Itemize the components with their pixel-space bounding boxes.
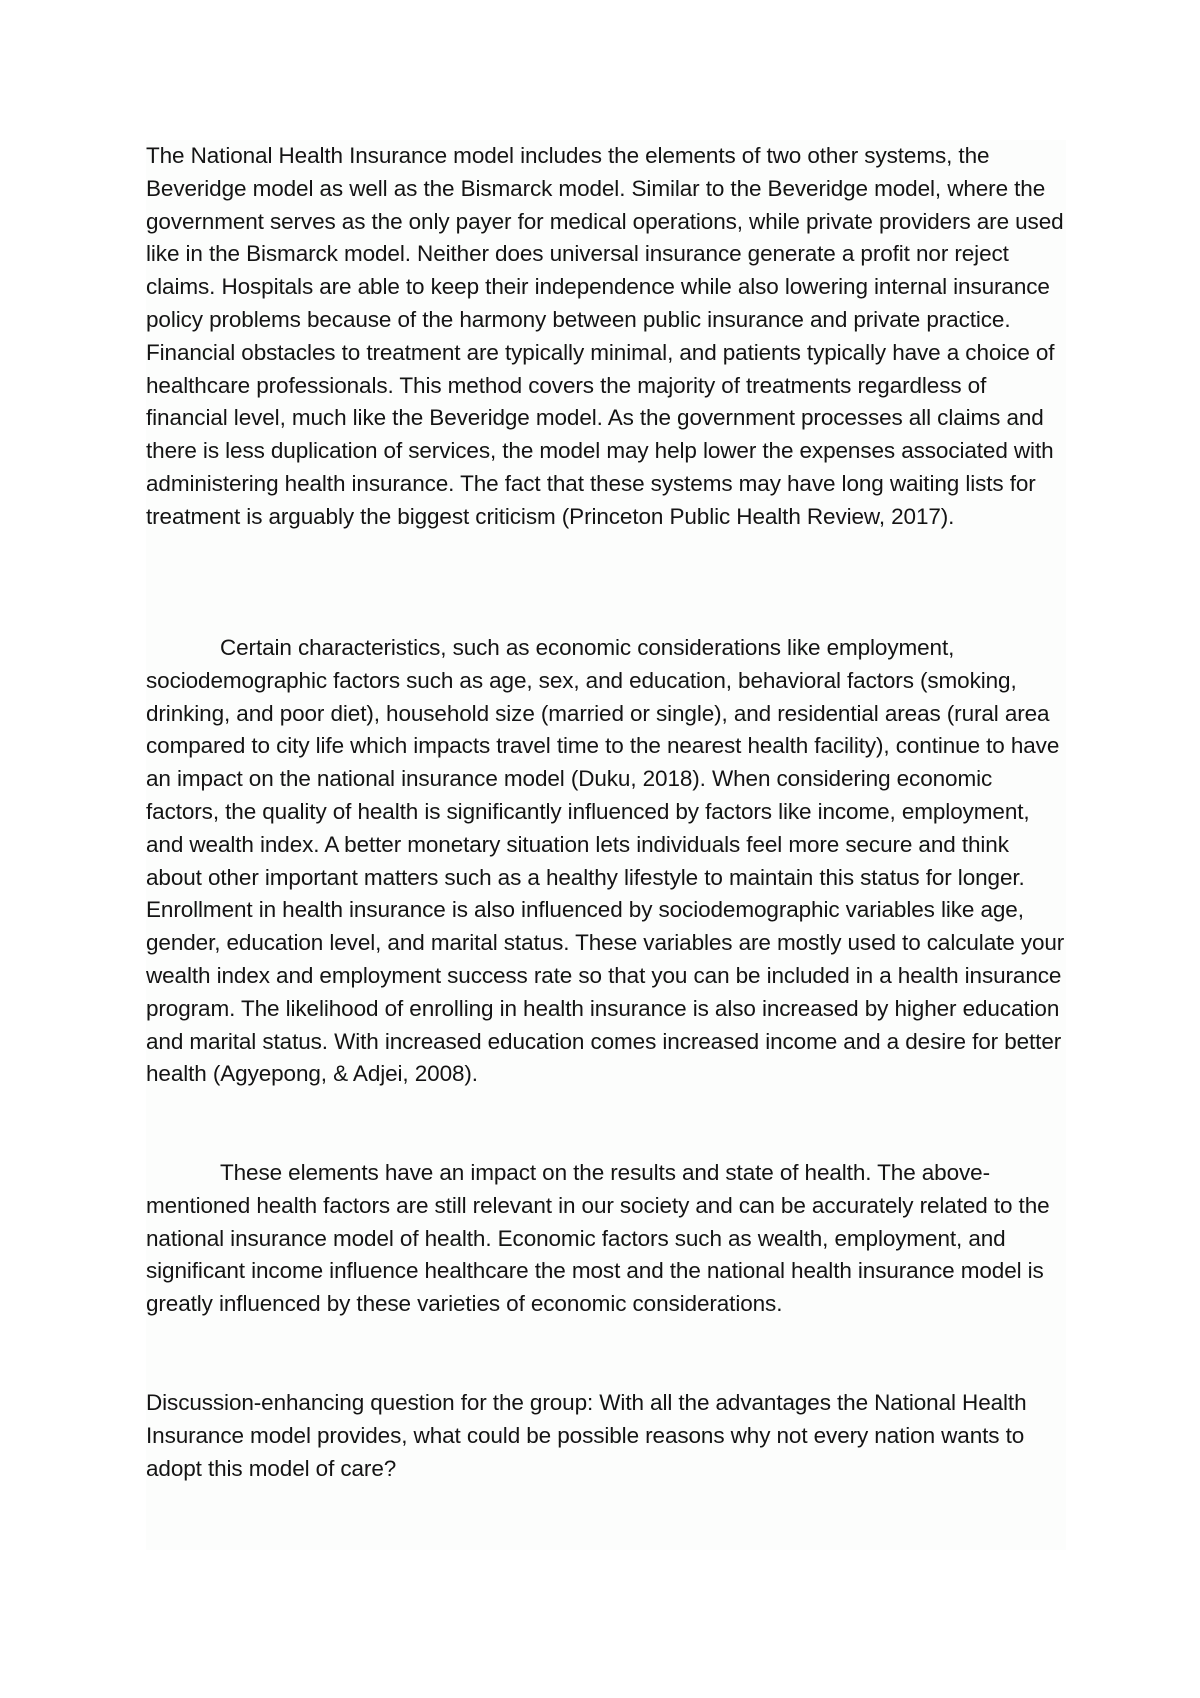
- paragraph-discussion-question: Discussion-enhancing question for the group: With all the advantages the National Health Insurance model provides, what could be possible reasons why not every nation wants to adopt this model of care?: [146, 1390, 1027, 1481]
- paragraph-national-health-insurance-overview: The National Health Insurance model includes the elements of two other systems, the Beveridge model as well as the Bismarck model. Similar to the Beveridge model, where the government serves as the only payer for medical operations, while private providers are used like in the Bismarck model. Neither does universal insurance generate a profit nor reject claims. Hospitals are able to keep their independence while also lowering internal insurance policy problems because of the harmony between public insurance and private practice. Financial obstacles to treatment are typically minimal, and patients typically have a choice of healthcare professionals. This method covers the majority of treatments regardless of financial level, much like the Beveridge model. As the government processes all claims and there is less duplication of services, the model may help lower the expenses associated with administering health insurance. The fact that these systems may have long waiting lists for treatment is arguably the biggest criticism (Princeton Public Health Review, 2017).: [146, 143, 1064, 529]
- paragraph-health-impact-summary: These elements have an impact on the results and state of health. The above-mentioned health factors are still relevant in our society and can be accurately related to the national insurance model of health. Economic factors such as wealth, employment, and significant income influence healthcare the most and the national health insurance model is greatly influenced by these varieties of economic considerations.: [146, 1160, 1050, 1317]
- document-body: [146, 140, 1066, 1550]
- paragraph-influencing-characteristics: Certain characteristics, such as economic considerations like employment, sociodemographic factors such as age, sex, and education, behavioral factors (smoking, drinking, and poor diet), household size (married or single), and residential areas (rural area compared to city life which impacts travel time to the nearest health facility), continue to have an impact on the national insurance model (Duku, 2018). When considering economic factors, the quality of health is significantly influenced by factors like income, employment, and wealth index. A better monetary situation lets individuals feel more secure and think about other important matters such as a healthy lifestyle to maintain this status for longer. Enrollment in health insurance is also influenced by sociodemographic variables like age, gender, education level, and marital status. These variables are mostly used to calculate your wealth index and employment success rate so that you can be included in a health insurance program. The likelihood of enrolling in health insurance is also increased by higher education and marital status. With increased education comes increased income and a desire for better health (Agyepong, & Adjei, 2008).: [146, 635, 1065, 1087]
